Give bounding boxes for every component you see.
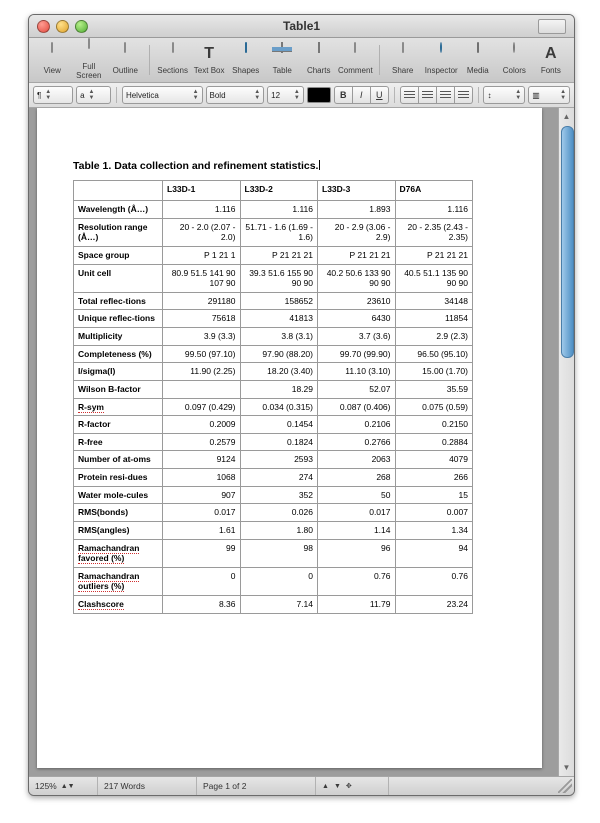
toolbar-item-inspector[interactable] — [424, 44, 459, 76]
table-cell: 11.90 (2.25) — [163, 363, 241, 381]
fullscreen-icon — [72, 40, 107, 62]
window-controls[interactable] — [37, 20, 88, 33]
chevron-updown-icon-4: ▲ ▼ — [254, 89, 261, 101]
table-cell — [163, 380, 241, 398]
misspelled-word: Ramachandran outliers (%) — [78, 570, 140, 592]
page-scroll-region[interactable] — [29, 108, 558, 776]
table-row-label: Completeness (%) — [74, 345, 163, 363]
charts-icon — [301, 44, 336, 66]
minimize-button[interactable] — [56, 20, 69, 33]
table-row[interactable] — [74, 596, 473, 614]
formatbar-divider — [116, 87, 117, 103]
toolbar-item-colors[interactable] — [497, 44, 532, 76]
toolbar-item-table[interactable] — [265, 44, 300, 76]
table-row-label: RMS(angles) — [74, 521, 163, 539]
toolbar-item-shapes[interactable] — [228, 44, 263, 76]
table-row[interactable] — [74, 380, 473, 398]
table-caption — [73, 160, 520, 172]
inspector-icon — [424, 44, 459, 66]
toolbar-label-text-box: Text Box — [193, 66, 225, 76]
table-cell: 0.2150 — [395, 416, 473, 434]
table-cell: 274 — [240, 469, 318, 487]
format-bar[interactable] — [29, 83, 574, 108]
toolbar-item-fonts[interactable] — [534, 44, 569, 76]
status-bar — [29, 776, 574, 795]
align-left-button[interactable] — [400, 86, 419, 104]
table-cell: 97.90 (88.20) — [240, 345, 318, 363]
align-center-button[interactable] — [419, 86, 437, 104]
toolbar-label-sections: Sections — [157, 66, 188, 76]
alignment-buttons[interactable] — [400, 86, 473, 104]
table-row[interactable] — [74, 246, 473, 264]
table-row[interactable] — [74, 264, 473, 292]
table-cell: 158652 — [240, 292, 318, 310]
table-row[interactable] — [74, 292, 473, 310]
font-style-label: Bold — [209, 90, 226, 100]
table-row-label — [74, 567, 163, 595]
word-count-label: 217 Words — [104, 781, 145, 791]
table-row-label: Water mole-cules — [74, 486, 163, 504]
line-spacing-icon: ↕ — [487, 90, 492, 100]
table-cell: 0.034 (0.315) — [240, 398, 318, 416]
table-header-d76a: D76A — [395, 181, 473, 201]
table-cell: 0.017 — [163, 504, 241, 522]
main-toolbar[interactable] — [29, 38, 574, 83]
chevron-updown-icon-6: ▲ ▼ — [515, 89, 522, 101]
table-cell: 1.34 — [395, 521, 473, 539]
toolbar-divider-2 — [379, 45, 380, 75]
toolbar-item-media[interactable] — [461, 44, 496, 76]
table-cell: 20 - 2.0 (2.07 - 2.0) — [163, 218, 241, 246]
paragraph-style-label: ¶ — [37, 90, 42, 100]
table-cell: 0 — [163, 567, 241, 595]
table-cell: 20 - 2.9 (3.06 - 2.9) — [318, 218, 396, 246]
chevron-updown-icon-7: ▲ ▼ — [560, 89, 567, 101]
table-row[interactable] — [74, 486, 473, 504]
toolbar-item-text-box[interactable] — [192, 44, 227, 76]
textbox-icon: T — [204, 45, 215, 63]
toolbar-label-comment: Comment — [338, 66, 373, 76]
page-navigation[interactable] — [316, 777, 389, 795]
table-cell: 291180 — [163, 292, 241, 310]
table-cell: 96.50 (95.10) — [395, 345, 473, 363]
table-cell: 99 — [163, 539, 241, 567]
table-cell: 2593 — [240, 451, 318, 469]
toolbar-label-view: View — [43, 66, 61, 76]
table-row[interactable] — [74, 469, 473, 487]
table-cell: 15 — [395, 486, 473, 504]
list-style-label: a — [80, 90, 85, 100]
paragraph-style-menu[interactable] — [33, 86, 73, 104]
media-icon — [461, 44, 496, 66]
table-cell: 1.893 — [318, 201, 396, 219]
toolbar-divider — [149, 45, 150, 75]
table-cell: 51.71 - 1.6 (1.69 - 1.6) — [240, 218, 318, 246]
scroll-down-arrow-icon[interactable]: ▼ — [562, 763, 571, 772]
zoom-control[interactable] — [29, 777, 98, 795]
table-cell: P 1 21 1 — [163, 246, 241, 264]
table-cell: 0.087 (0.406) — [318, 398, 396, 416]
table-row-label: Resolution range (Å…) — [74, 218, 163, 246]
document-page[interactable] — [37, 108, 542, 768]
table-cell: 1.61 — [163, 521, 241, 539]
font-family-label: Helvetica — [125, 90, 159, 100]
text-color-swatch[interactable] — [307, 87, 331, 103]
table-cell: 1.14 — [318, 521, 396, 539]
page-options-icon[interactable]: ✥ — [345, 783, 352, 790]
chevron-updown-icon-3: ▲ ▼ — [192, 89, 199, 101]
word-count — [98, 777, 197, 795]
table-cell: 907 — [163, 486, 241, 504]
toolbar-label-charts: Charts — [306, 66, 331, 76]
table-cell: 1.80 — [240, 521, 318, 539]
table-cell: 0.075 (0.59) — [395, 398, 473, 416]
table-cell: 11.10 (3.10) — [318, 363, 396, 381]
list-style-menu[interactable] — [76, 86, 111, 104]
toolbar-label-fonts: Fonts — [540, 66, 561, 76]
table-cell: 96 — [318, 539, 396, 567]
table-cell: 94 — [395, 539, 473, 567]
table-cell: 0.76 — [318, 567, 396, 595]
table-row[interactable] — [74, 504, 473, 522]
table-row[interactable] — [74, 201, 473, 219]
table-caption-text: Table 1. Data collection and refinement statistics. — [73, 160, 319, 172]
toolbar-label-inspector: Inspector — [424, 66, 458, 76]
table-row[interactable] — [74, 521, 473, 539]
table-cell: 18.20 (3.40) — [240, 363, 318, 381]
share-icon — [385, 44, 420, 66]
zoom-button[interactable] — [75, 20, 88, 33]
table-cell: 52.07 — [318, 380, 396, 398]
toolbar-item-sections[interactable] — [155, 44, 190, 76]
table-row-label: R-factor — [74, 416, 163, 434]
table-row-label: Number of at-oms — [74, 451, 163, 469]
table-cell: 80.9 51.5 141 90 107 90 — [163, 264, 241, 292]
table-cell: 40.5 51.1 135 90 90 90 — [395, 264, 473, 292]
shapes-icon — [228, 44, 263, 66]
italic-button[interactable]: I — [353, 86, 371, 104]
table-cell: 0.76 — [395, 567, 473, 595]
table-row-label: Protein resi-dues — [74, 469, 163, 487]
table-cell: 99.70 (99.90) — [318, 345, 396, 363]
table-cell: 39.3 51.6 155 90 90 90 — [240, 264, 318, 292]
resize-grip[interactable] — [558, 779, 572, 793]
table-cell: 98 — [240, 539, 318, 567]
table-row-label: R-free — [74, 433, 163, 451]
table-row[interactable] — [74, 310, 473, 328]
table-header-l33d-1: L33D-1 — [163, 181, 241, 201]
font-style-menu[interactable] — [206, 86, 265, 104]
toolbar-label-table: Table — [272, 66, 292, 76]
toolbar-item-share[interactable] — [385, 44, 420, 76]
toolbar-label-shapes: Shapes — [232, 66, 260, 76]
document-area — [29, 108, 574, 776]
table-row-label: Unit cell — [74, 264, 163, 292]
table-row-label: Wilson B-factor — [74, 380, 163, 398]
toolbar-label-outline: Outline — [112, 66, 138, 76]
table-cell: 6430 — [318, 310, 396, 328]
table-cell: 40.2 50.6 133 90 90 90 — [318, 264, 396, 292]
toolbar-item-charts[interactable] — [301, 44, 336, 76]
sections-icon — [155, 44, 190, 66]
toolbar-item-outline[interactable] — [108, 44, 143, 76]
font-family-menu[interactable] — [122, 86, 203, 104]
table-row[interactable] — [74, 451, 473, 469]
table-cell: 1.116 — [163, 201, 241, 219]
align-right-button[interactable] — [437, 86, 455, 104]
misspelled-word: R-sym — [78, 401, 104, 412]
previous-page-icon[interactable]: ▲ — [322, 782, 329, 790]
table-cell: 0.2106 — [318, 416, 396, 434]
toolbar-label-share: Share — [392, 66, 414, 76]
toolbar-item-view[interactable] — [35, 44, 70, 76]
toolbar-item-comment[interactable] — [338, 44, 373, 76]
table-row[interactable] — [74, 218, 473, 246]
colors-icon — [497, 44, 532, 66]
document-window — [28, 14, 575, 796]
table-cell: 268 — [318, 469, 396, 487]
table-row[interactable] — [74, 539, 473, 567]
zoom-level-label: 125% — [35, 781, 57, 791]
table-cell: 99.50 (97.10) — [163, 345, 241, 363]
bold-button[interactable]: B — [334, 86, 353, 104]
table-row-label: Wavelength (Å…) — [74, 201, 163, 219]
page-indicator — [197, 777, 316, 795]
table-row-label — [74, 539, 163, 567]
table-cell: 11.79 — [318, 596, 396, 614]
table-cell: 0.097 (0.429) — [163, 398, 241, 416]
table-cell: 1.116 — [240, 201, 318, 219]
table-cell: 3.8 (3.1) — [240, 328, 318, 346]
table-row-label — [74, 596, 163, 614]
table-cell: 0.2884 — [395, 433, 473, 451]
table-cell: 9124 — [163, 451, 241, 469]
table-cell: 1068 — [163, 469, 241, 487]
table-cell: 2063 — [318, 451, 396, 469]
table-row-label: I/sigma(I) — [74, 363, 163, 381]
table-cell: P 21 21 21 — [318, 246, 396, 264]
toolbar-label-full-screen: Full Screen — [76, 61, 102, 80]
title-bar[interactable] — [29, 15, 574, 38]
table-cell: 75618 — [163, 310, 241, 328]
table-cell: 3.9 (3.3) — [163, 328, 241, 346]
table-icon — [265, 44, 300, 66]
table-row[interactable] — [74, 363, 473, 381]
next-page-icon[interactable]: ▼ — [333, 782, 341, 790]
table-cell: 0.2009 — [163, 416, 241, 434]
table-body — [74, 201, 473, 614]
table-row[interactable] — [74, 433, 473, 451]
table-row[interactable] — [74, 416, 473, 434]
table-row[interactable] — [74, 567, 473, 595]
toolbar-item-full-screen[interactable] — [72, 40, 107, 81]
table-cell: 0.2579 — [163, 433, 241, 451]
columns-menu[interactable] — [528, 86, 570, 104]
table-cell: 0.026 — [240, 504, 318, 522]
close-button[interactable] — [37, 20, 50, 33]
table-cell: 352 — [240, 486, 318, 504]
underline-button[interactable]: U — [371, 86, 389, 104]
vertical-scrollbar[interactable] — [558, 108, 574, 776]
table-cell: 266 — [395, 469, 473, 487]
window-title: Table1 — [282, 19, 321, 33]
chevron-updown-icon-2: ▲ ▼ — [88, 89, 95, 101]
table-cell: 0.1824 — [240, 433, 318, 451]
table-cell: 0.1454 — [240, 416, 318, 434]
font-size-menu[interactable] — [267, 86, 304, 104]
table-cell: 3.7 (3.6) — [318, 328, 396, 346]
statistics-table[interactable] — [73, 180, 473, 614]
scroll-up-arrow-icon[interactable]: ▲ — [562, 112, 571, 121]
outline-icon — [108, 44, 143, 66]
line-spacing-menu[interactable] — [483, 86, 525, 104]
columns-icon: ▥ — [532, 90, 540, 100]
formatbar-divider-3 — [478, 87, 479, 103]
table-row-label: Multiplicity — [74, 328, 163, 346]
table-cell: 0 — [240, 567, 318, 595]
toolbar-label-media: Media — [466, 66, 489, 76]
table-cell: P 21 21 21 — [395, 246, 473, 264]
text-style-buttons[interactable] — [334, 86, 389, 104]
table-cell: 1.116 — [395, 201, 473, 219]
table-cell: 35.59 — [395, 380, 473, 398]
table-cell: 23.24 — [395, 596, 473, 614]
fonts-icon: A — [545, 45, 557, 63]
table-row[interactable] — [74, 328, 473, 346]
table-row-label: Space group — [74, 246, 163, 264]
table-cell: 0.2766 — [318, 433, 396, 451]
table-cell: 41813 — [240, 310, 318, 328]
toolbar-label-colors: Colors — [502, 66, 526, 76]
table-cell: 0.017 — [318, 504, 396, 522]
table-cell: 18.29 — [240, 380, 318, 398]
table-cell: 8.36 — [163, 596, 241, 614]
table-cell: P 21 21 21 — [240, 246, 318, 264]
misspelled-word: Clashscore — [78, 599, 124, 609]
table-cell: 4079 — [395, 451, 473, 469]
chevron-updown-icon: ▲ ▼ — [45, 89, 52, 101]
table-cell: 7.14 — [240, 596, 318, 614]
table-row-label: Unique reflec-tions — [74, 310, 163, 328]
table-row[interactable] — [74, 398, 473, 416]
table-row-label: Total reflec-tions — [74, 292, 163, 310]
table-header-l33d-3: L33D-3 — [318, 181, 396, 201]
table-row-label — [74, 398, 163, 416]
table-cell: 20 - 2.35 (2.43 - 2.35) — [395, 218, 473, 246]
table-cell: 50 — [318, 486, 396, 504]
scrollbar-thumb[interactable] — [561, 126, 574, 358]
table-header-l33d-2: L33D-2 — [240, 181, 318, 201]
table-cell: 0.007 — [395, 504, 473, 522]
align-justify-button[interactable] — [455, 86, 473, 104]
font-size-label: 12 — [271, 90, 281, 100]
table-row[interactable] — [74, 345, 473, 363]
table-cell: 23610 — [318, 292, 396, 310]
table-header-row — [74, 181, 473, 201]
table-cell: 34148 — [395, 292, 473, 310]
table-row-label: RMS(bonds) — [74, 504, 163, 522]
comment-icon — [338, 44, 373, 66]
formatbar-divider-2 — [394, 87, 395, 103]
chevron-updown-icon-5: ▲ ▼ — [293, 89, 300, 101]
page-indicator-label: Page 1 of 2 — [203, 781, 247, 791]
text-cursor — [319, 160, 320, 170]
table-cell: 11854 — [395, 310, 473, 328]
toolbar-toggle-button[interactable] — [538, 19, 566, 34]
view-icon — [35, 44, 70, 66]
chevron-updown-icon-zoom: ▲▼ — [60, 782, 75, 790]
misspelled-word: Ramachandran favored (%) — [78, 542, 140, 564]
table-cell: 2.9 (2.3) — [395, 328, 473, 346]
table-cell: 15.00 (1.70) — [395, 363, 473, 381]
table-header-blank — [74, 181, 163, 201]
